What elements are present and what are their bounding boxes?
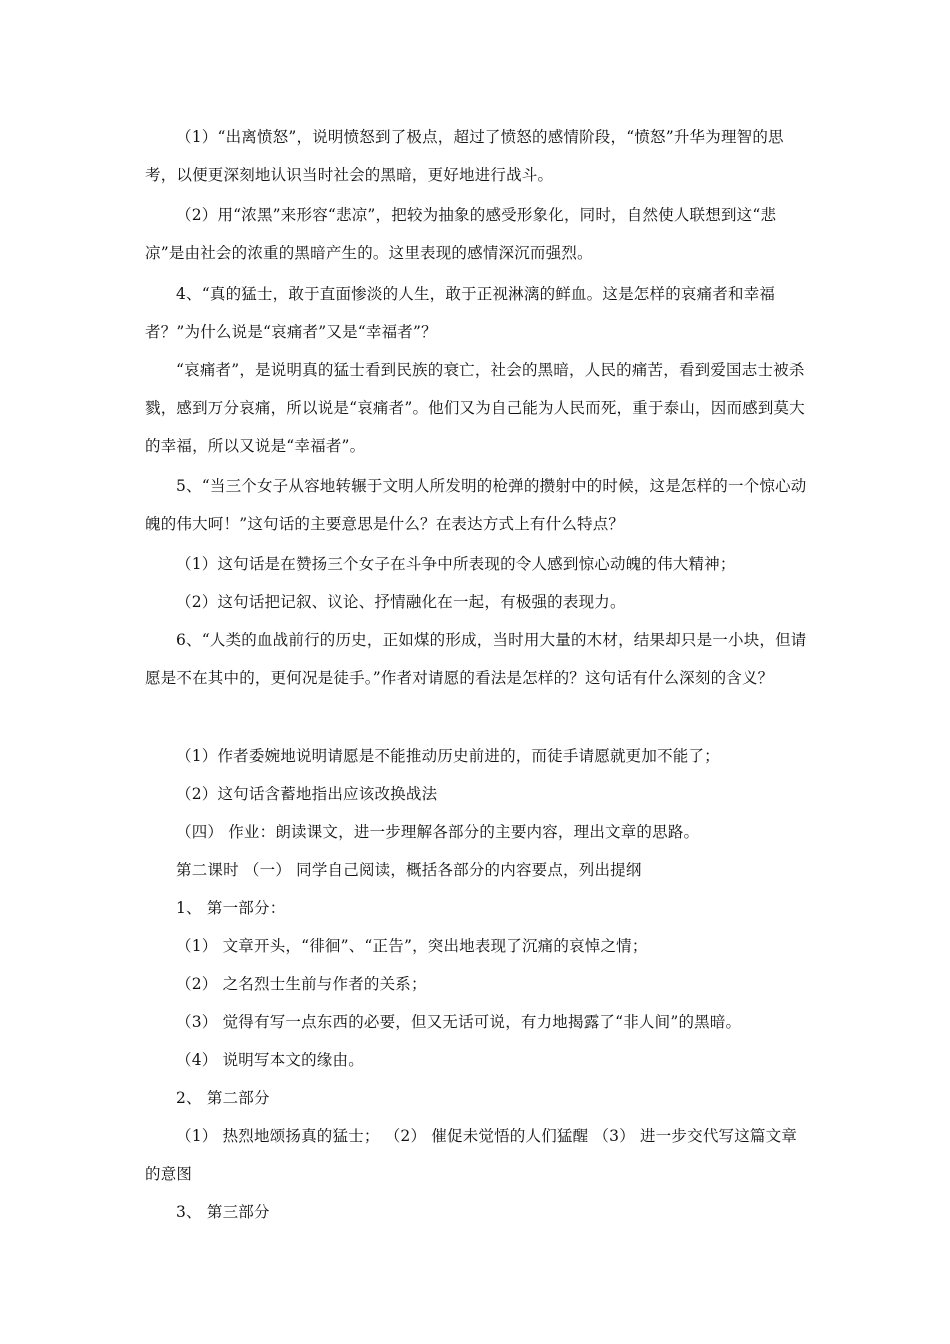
part-one-item-2: （2） 之名烈士生前与作者的关系； <box>176 975 427 993</box>
answer-6-2: （2）这句话含蓄地指出应该改换战法 <box>176 785 438 803</box>
question-4: 4、“真的猛士，敢于直面惨淡的人生，敢于正视淋漓的鲜血。这是怎样的哀痛者和幸福者？”为什么说是“哀痛者”又是“幸福者”？ <box>145 285 776 341</box>
question-6: 6、“人类的血战前行的历史，正如煤的形成，当时用大量的木材，结果却只是一小块，但请愿是不在其中的，更何况是徒手。”作者对请愿的看法是怎样的？这句话有什么深刻的含义？ <box>145 631 807 687</box>
answer-5-2: （2）这句话把记叙、议论、抒情融化在一起，有极强的表现力。 <box>176 593 626 611</box>
part-one-item-4: （4） 说明写本文的缘由。 <box>176 1051 364 1069</box>
part-two-items: （1） 热烈地颂扬真的猛士； （2） 催促未觉悟的人们猛醒 （3） 进一步交代写这篇文章的意图 <box>145 1127 798 1183</box>
paragraph-1: （1）“出离愤怒”，说明愤怒到了极点，超过了愤怒的感情阶段，“愤怒”升华为理智的思考，以便更深刻地认识当时社会的黑暗，更好地进行战斗。 <box>145 128 784 184</box>
lesson-two-heading: 第二课时 （一） 同学自己阅读，概括各部分的内容要点，列出提纲 <box>176 861 642 879</box>
homework-line: （四） 作业：朗读课文，进一步理解各部分的主要内容，理出文章的思路。 <box>176 823 700 841</box>
question-5: 5、“当三个女子从容地转辗于文明人所发明的枪弹的攒射中的时候，这是怎样的一个惊心动魄的伟大呵！”这句话的主要意思是什么？在表达方式上有什么特点？ <box>145 477 807 533</box>
answer-5-1: （1）这句话是在赞扬三个女子在斗争中所表现的令人感到惊心动魄的伟大精神； <box>176 555 736 573</box>
part-one-heading: 1、 第一部分： <box>176 899 286 917</box>
part-three-heading: 3、 第三部分 <box>176 1203 270 1221</box>
answer-6-1: （1）作者委婉地说明请愿是不能推动历史前进的，而徒手请愿就更加不能了； <box>176 747 720 765</box>
paragraph-2: （2）用“浓黑”来形容“悲凉”，把较为抽象的感受形象化，同时，自然使人联想到这“悲凉”是由社会的浓重的黑暗产生的。这里表现的感情深沉而强烈。 <box>145 206 777 262</box>
answer-4: “哀痛者”，是说明真的猛士看到民族的衰亡，社会的黑暗，人民的痛苦，看到爱国志士被杀戮，感到万分哀痛，所以说是“哀痛者”。他们又为自己能为人民而死，重于泰山，因而感到莫大的幸福，所以又说是“幸福者”。 <box>145 361 805 455</box>
part-one-item-1: （1） 文章开头，“徘徊”、“正告”，突出地表现了沉痛的哀悼之情； <box>176 937 648 955</box>
part-one-item-3: （3） 觉得有写一点东西的必要，但又无话可说，有力地揭露了“非人间”的黑暗。 <box>176 1013 742 1031</box>
part-two-heading: 2、 第二部分 <box>176 1089 270 1107</box>
